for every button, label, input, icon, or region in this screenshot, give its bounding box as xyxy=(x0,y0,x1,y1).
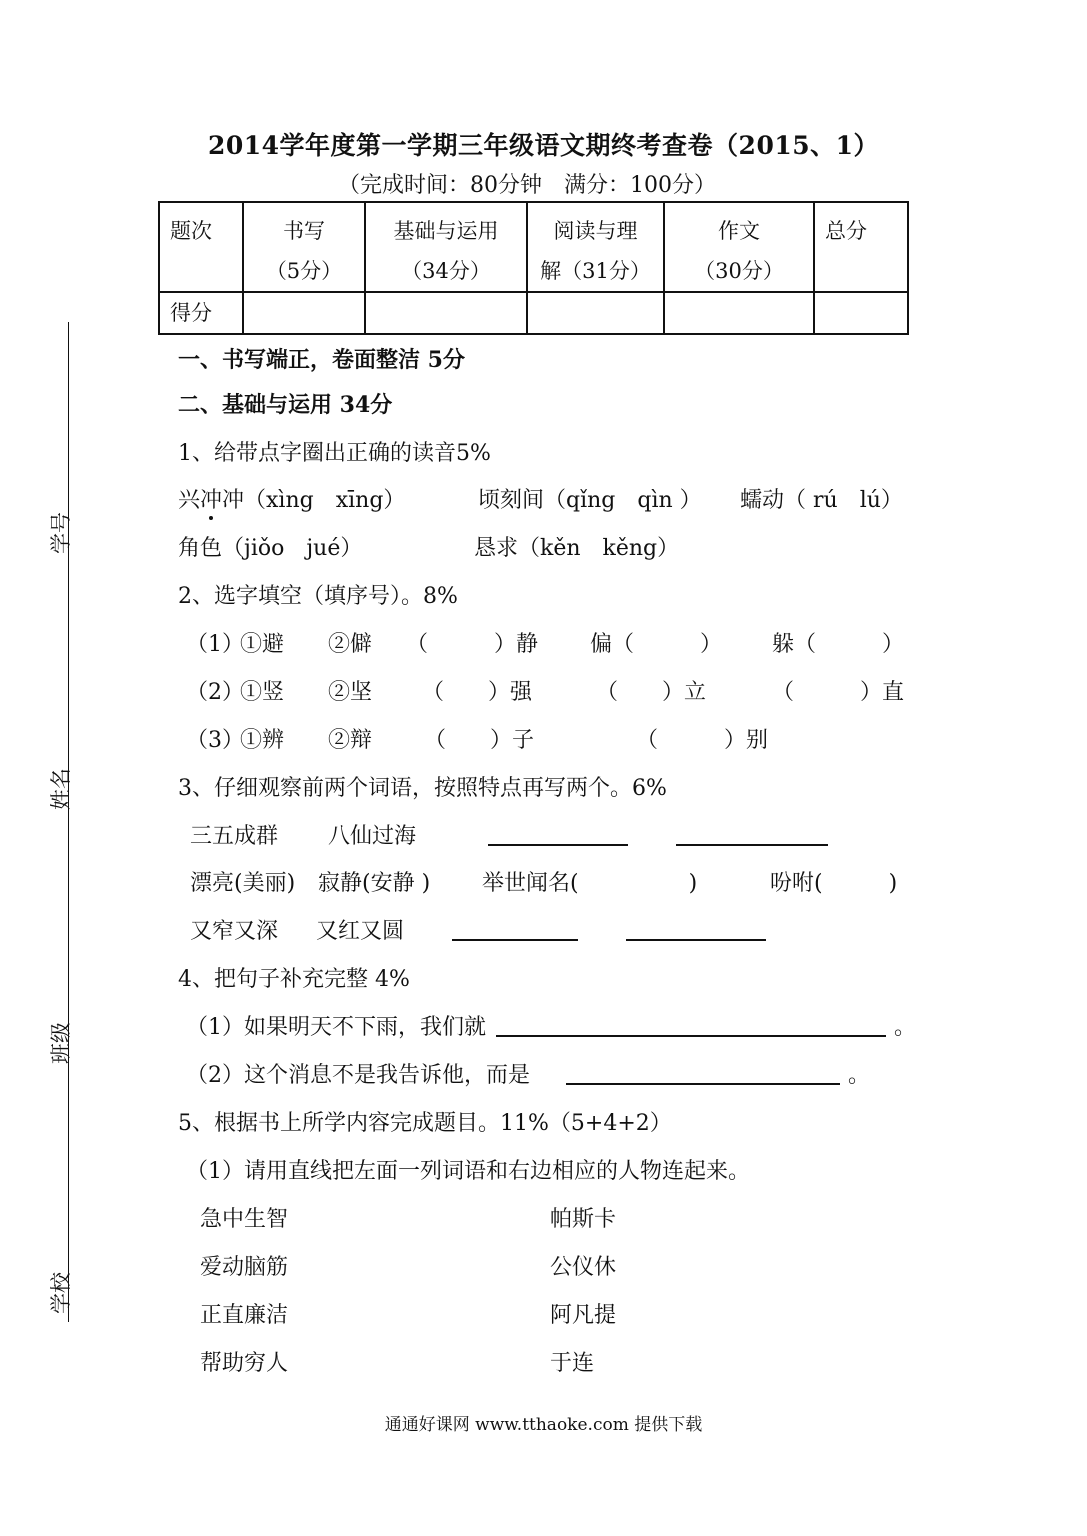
q1-pinyin: （qǐng qìn ） xyxy=(544,488,702,513)
q5-right-person[interactable]: 于连 xyxy=(550,1351,595,1376)
q1-word: 兴冲冲 xyxy=(178,483,244,514)
question-5-title: 5、根据书上所学内容完成题目。11%（5+4+2） xyxy=(178,1111,672,1136)
q5-left-word[interactable]: 帮助穷人 xyxy=(200,1351,289,1376)
q1-word: 恳求 xyxy=(474,536,519,561)
q5-left-word[interactable]: 急中生智 xyxy=(200,1207,289,1232)
score-row-label: 得分 xyxy=(159,292,243,334)
score-table-header-row xyxy=(159,202,908,292)
margin-label-student-no: 学号 xyxy=(49,512,73,554)
q1-pinyin: （kěn kěng） xyxy=(518,536,680,561)
header-cell-item: 题次 xyxy=(159,202,243,292)
question-4-title: 4、把句子补充完整 4% xyxy=(178,967,410,992)
page-subtitle: （完成时间：80分钟 满分：100分） xyxy=(338,173,716,198)
q3-example-word: 三五成群 xyxy=(190,824,279,849)
q4-answer-blank[interactable] xyxy=(566,1083,840,1085)
question-3-title: 3、仔细观察前两个词语，按照特点再写两个。6% xyxy=(178,776,667,801)
score-cell[interactable] xyxy=(664,292,814,334)
q2-row-number: （2） xyxy=(186,680,244,705)
q2-fill-blank[interactable]: 躲（ ） xyxy=(772,632,905,657)
header-cell-composition: 作文 （30分） xyxy=(664,202,814,292)
q2-fill-blank[interactable]: 偏（ ） xyxy=(590,632,723,657)
q1-word: 顷刻间 xyxy=(478,488,545,513)
header-cell-writing: 书写 （5分） xyxy=(243,202,365,292)
question-2-title: 2、选字填空（填序号）。8% xyxy=(178,584,458,609)
q1-pinyin: （jiǒo jué） xyxy=(222,536,363,561)
q2-option: ①避 xyxy=(240,632,285,657)
q2-option: ①竖 xyxy=(240,680,285,705)
q2-fill-blank[interactable]: （ ）子 xyxy=(424,728,535,753)
q4-sentence-2: （2）这个消息不是我告诉他，而是 xyxy=(186,1063,530,1088)
q2-fill-blank[interactable]: （ ）强 xyxy=(422,680,533,705)
q2-fill-blank[interactable]: （ ）直 xyxy=(772,680,905,705)
q5-left-word[interactable]: 爱动脑筋 xyxy=(200,1255,289,1280)
q3-fill-word[interactable]: 吩咐( ) xyxy=(770,871,898,896)
score-cell[interactable] xyxy=(814,292,908,334)
score-table-score-row xyxy=(159,292,908,334)
header-cell-total: 总分 xyxy=(814,202,908,292)
q2-option: ①辨 xyxy=(240,728,285,753)
score-cell[interactable] xyxy=(527,292,664,334)
score-table xyxy=(158,201,909,335)
q1-item xyxy=(178,483,405,514)
q4-sentence-1: （1）如果明天不下雨，我们就 xyxy=(186,1015,486,1040)
q1-item xyxy=(474,531,679,562)
section-heading-basics: 二、基础与运用 34分 xyxy=(178,392,393,418)
q3-answer-blank[interactable] xyxy=(626,939,766,941)
q5-right-person[interactable]: 阿凡提 xyxy=(550,1303,617,1328)
margin-label-school: 学校 xyxy=(49,1272,73,1314)
q1-item xyxy=(178,531,362,562)
q2-row-number: （3） xyxy=(186,728,244,753)
q5-subquestion-1: （1）请用直线把左面一列词语和右边相应的人物连起来。 xyxy=(186,1159,750,1184)
q2-fill-blank[interactable]: （ ）别 xyxy=(636,728,769,753)
section-heading-writing: 一、书写端正，卷面整洁 5分 xyxy=(178,347,465,373)
q1-word: 角色 xyxy=(178,536,223,561)
q3-example-word: 八仙过海 xyxy=(328,824,417,849)
question-1-title: 1、给带点字圈出正确的读音5% xyxy=(178,441,491,466)
q4-period: 。 xyxy=(848,1063,871,1088)
q3-example-word: 又窄又深 xyxy=(190,919,279,944)
q2-option: ②辩 xyxy=(328,728,373,753)
q2-row-number: （1） xyxy=(186,632,244,657)
page-title: 2014学年度第一学期三年级语文期终考查卷（2015、1） xyxy=(207,131,880,160)
q2-fill-blank[interactable]: （ ）立 xyxy=(596,680,707,705)
q1-item xyxy=(478,483,702,514)
q4-answer-blank[interactable] xyxy=(496,1035,886,1037)
margin-label-name: 姓名 xyxy=(49,768,73,810)
q3-answer-blank[interactable] xyxy=(488,844,628,846)
q5-left-word[interactable]: 正直廉洁 xyxy=(200,1303,289,1328)
q1-item xyxy=(740,483,903,514)
header-cell-reading: 阅读与理 解（31分） xyxy=(527,202,664,292)
q2-option: ②坚 xyxy=(328,680,373,705)
q3-example-word: 又红又圆 xyxy=(316,919,405,944)
header-cell-basics: 基础与运用 （34分） xyxy=(365,202,527,292)
binding-line xyxy=(68,322,69,1322)
q5-right-person[interactable]: 帕斯卡 xyxy=(550,1207,617,1232)
q1-pinyin: （xìng xīng） xyxy=(244,488,406,513)
q3-fill-word[interactable]: 举世闻名( ) xyxy=(482,871,698,896)
q1-pinyin: （ rú lú） xyxy=(784,488,903,513)
q5-right-person[interactable]: 公仪休 xyxy=(550,1255,617,1280)
q2-fill-blank[interactable]: （ ）静 xyxy=(406,632,539,657)
q3-example-word: 漂亮(美丽) xyxy=(190,871,296,896)
q1-word: 蠕动 xyxy=(740,488,785,513)
q3-example-word: 寂静(安静 ) xyxy=(318,871,431,896)
score-cell[interactable] xyxy=(243,292,365,334)
margin-label-class: 班级 xyxy=(49,1022,73,1064)
q2-option: ②僻 xyxy=(328,632,373,657)
score-cell[interactable] xyxy=(365,292,527,334)
q4-period: 。 xyxy=(894,1015,917,1040)
q3-answer-blank[interactable] xyxy=(676,844,828,846)
q3-answer-blank[interactable] xyxy=(452,939,578,941)
page-footer: 通通好课网 www.tthaoke.com 提供下载 xyxy=(384,1415,703,1435)
